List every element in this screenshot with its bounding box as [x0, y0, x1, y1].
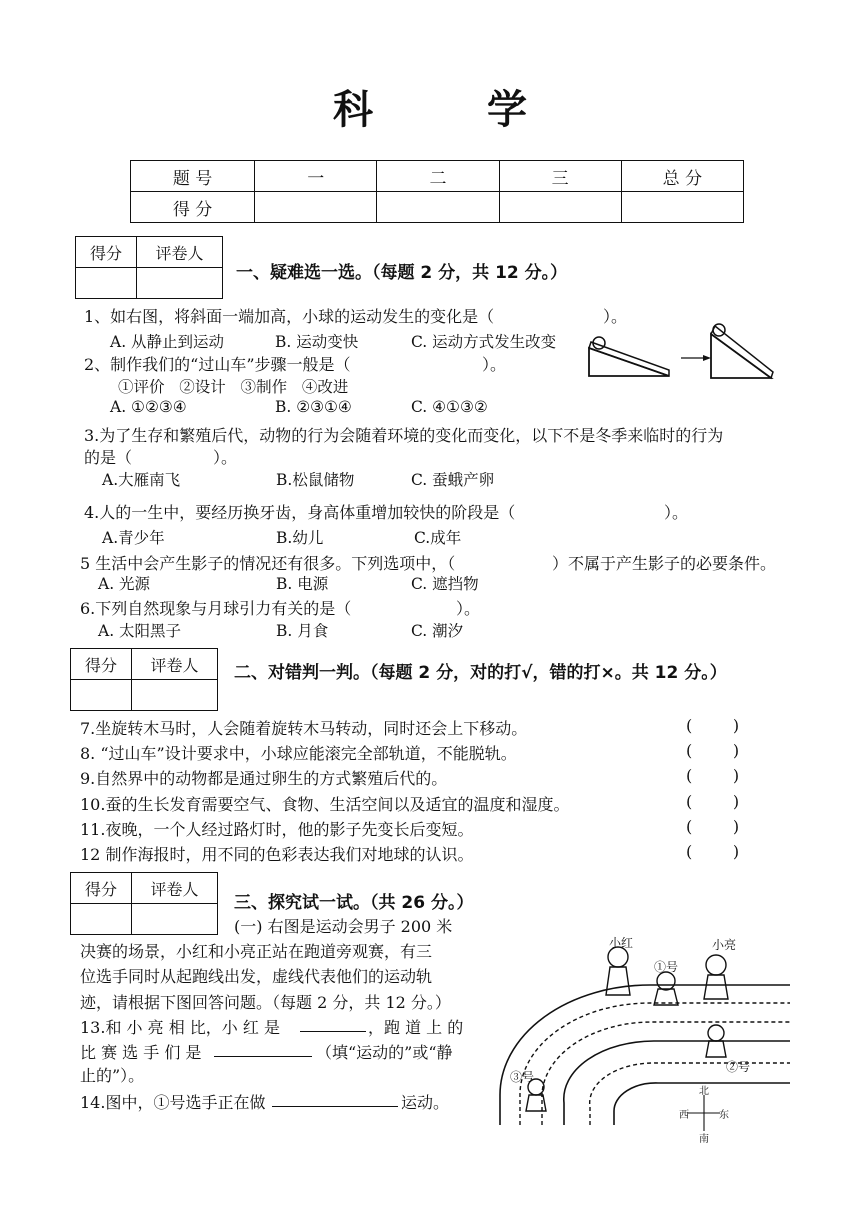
s3-intro-line1: (一) 右图是运动会男子 200 米 — [234, 917, 453, 936]
q13-part1: 13.和 小 亮 相 比，小 红 是 — [80, 1018, 280, 1037]
q2-steps: ①评价 ②设计 ③制作 ④改进 — [118, 378, 349, 396]
score-entry-cell[interactable] — [621, 192, 743, 223]
compass-icon — [688, 1095, 720, 1131]
answer-paren[interactable]: ( ) — [686, 817, 740, 836]
incline-figure — [585, 318, 780, 384]
q5-stem: 5 生活中会产生影子的情况还有很多。下列选项中，（ — [80, 554, 456, 573]
q14-blank[interactable] — [272, 1090, 398, 1107]
q13-part2: ，跑 道 上 的 — [368, 1018, 464, 1037]
grader-score-cell[interactable] — [76, 268, 137, 299]
tf-item-12: 12 制作海报时，用不同的色彩表达我们对地球的认识。 — [80, 845, 474, 864]
score-entry-cell[interactable] — [255, 192, 377, 223]
q2-close: ）。 — [482, 355, 507, 374]
grader-reviewer-cell[interactable] — [132, 680, 218, 711]
q3-close: ）。 — [213, 448, 238, 467]
q13-part4: （填“运动的”或“静 — [316, 1043, 453, 1062]
q3-option-a: A.大雁南飞 — [102, 471, 181, 489]
q5-option-a: A. 光源 — [98, 575, 151, 593]
label-xiaoliang: 小亮 — [712, 938, 737, 952]
q13-part3: 比 赛 选 手 们 是 — [80, 1043, 202, 1062]
q6-option-c: C. 潮汐 — [411, 622, 464, 640]
compass-west: 西 — [679, 1110, 689, 1121]
q13-blank-2[interactable] — [214, 1040, 312, 1057]
section3-heading: 三、探究试一试。（共 26 分。） — [234, 893, 474, 913]
score-table-header-row — [131, 161, 744, 192]
s3-intro-line3: 位选手同时从起跑线出发，虚线代表他们的运动轨 — [80, 967, 433, 986]
grader-score-cell[interactable] — [71, 904, 132, 935]
q5-option-c: C. 遮挡物 — [411, 575, 479, 593]
q2-option-a: A. ①②③④ — [110, 398, 187, 416]
grader-score-label: 得分 — [76, 237, 137, 268]
q5-option-b: B. 电源 — [276, 575, 329, 593]
score-table-cell: 二 — [377, 161, 499, 192]
grader-score-label: 得分 — [71, 873, 132, 904]
runner-2-figure — [706, 1025, 726, 1057]
running-track-figure — [490, 925, 790, 1135]
score-entry-cell[interactable] — [499, 192, 621, 223]
grader-box — [70, 648, 218, 711]
q3-option-b: B.松鼠储物 — [276, 471, 355, 489]
score-table-cell: 三 — [499, 161, 621, 192]
score-table-cell: 题 号 — [131, 161, 255, 192]
score-table-score-row — [131, 192, 744, 223]
xiaoliang-figure — [704, 955, 728, 999]
score-table-cell: 总 分 — [621, 161, 743, 192]
q1-option-c: C. 运动方式发生改变 — [411, 333, 557, 351]
grader-score-cell[interactable] — [71, 680, 132, 711]
runner-1-figure — [654, 972, 678, 1005]
q13-part5: 止的”）。 — [80, 1066, 145, 1085]
label-runner-1: ①号 — [654, 960, 679, 974]
label-runner-2: ②号 — [726, 1060, 751, 1074]
grader-score-label: 得分 — [71, 649, 132, 680]
grader-box — [75, 236, 223, 299]
grader-reviewer-label: 评卷人 — [132, 649, 218, 680]
q2-stem: 2、制作我们的“过山车”步骤一般是（ — [84, 355, 351, 374]
q2-option-b: B. ②③①④ — [275, 398, 352, 416]
grader-reviewer-cell[interactable] — [132, 904, 218, 935]
grader-reviewer-cell[interactable] — [137, 268, 223, 299]
tf-item-10: 10.蚕的生长发育需要空气、食物、生活空间以及适宜的温度和湿度。 — [80, 795, 570, 814]
answer-paren[interactable]: ( ) — [686, 792, 740, 811]
q14-part1: 14.图中，①号选手正在做 — [80, 1093, 266, 1112]
q1-stem: 1、如右图，将斜面一端加高，小球的运动发生的变化是（ — [84, 307, 495, 326]
tf-item-11: 11.夜晚，一个人经过路灯时，他的影子先变长后变短。 — [80, 820, 474, 839]
s3-intro-line2: 决赛的场景，小红和小亮正站在跑道旁观赛，有三 — [80, 942, 433, 961]
tf-item-7: 7.坐旋转木马时，人会随着旋转木马转动，同时还会上下移动。 — [80, 719, 528, 738]
q4-option-a: A.青少年 — [102, 529, 165, 547]
q6-close: ）。 — [456, 599, 481, 618]
answer-paren[interactable]: ( ) — [686, 766, 740, 785]
tf-item-8: 8. “过山车”设计要求中，小球应能滚完全部轨道，不能脱轨。 — [80, 744, 517, 763]
q6-stem: 6.下列自然现象与月球引力有关的是（ — [80, 599, 352, 618]
s3-intro-line4: 迹，请根据下图回答问题。（每题 2 分，共 12 分。） — [80, 993, 451, 1012]
q3-option-c: C. 蚕蛾产卵 — [411, 471, 495, 489]
score-table-cell: 得 分 — [131, 192, 255, 223]
q4-option-c: C.成年 — [414, 529, 462, 547]
score-entry-cell[interactable] — [377, 192, 499, 223]
compass-south: 南 — [699, 1134, 709, 1145]
answer-paren[interactable]: ( ) — [686, 741, 740, 760]
compass-east: 东 — [719, 1110, 729, 1121]
q1-option-b: B. 运动变快 — [275, 333, 359, 351]
q1-option-a: A. 从静止到运动 — [110, 333, 225, 351]
score-table-cell: 一 — [255, 161, 377, 192]
page-title: 科 学 — [333, 86, 577, 133]
q6-option-a: A. 太阳黑子 — [98, 622, 182, 640]
q3-stem-line1: 3.为了生存和繁殖后代，动物的行为会随着环境的变化而变化，以下不是冬季来临时的行为 — [84, 426, 724, 445]
compass-north: 北 — [699, 1086, 709, 1097]
label-xiaohong: 小红 — [609, 936, 634, 950]
answer-paren[interactable]: ( ) — [686, 716, 740, 735]
q6-option-b: B. 月食 — [276, 622, 329, 640]
q5-close: ）不属于产生影子的必要条件。 — [552, 554, 777, 573]
grader-reviewer-label: 评卷人 — [137, 237, 223, 268]
section1-heading: 一、疑难选一选。（每题 2 分，共 12 分。） — [236, 263, 568, 283]
tf-item-9: 9.自然界中的动物都是通过卵生的方式繁殖后代的。 — [80, 769, 448, 788]
q14-part2: 运动。 — [401, 1093, 450, 1112]
q2-option-c: C. ④①③② — [411, 398, 488, 416]
q1-close: ）。 — [603, 307, 628, 326]
grader-reviewer-label: 评卷人 — [132, 873, 218, 904]
label-runner-3: ③号 — [510, 1070, 535, 1084]
grader-box — [70, 872, 218, 935]
section2-heading: 二、对错判一判。（每题 2 分，对的打√，错的打×。共 12 分。） — [234, 663, 727, 683]
q4-close: ）。 — [664, 503, 689, 522]
q4-option-b: B.幼儿 — [276, 529, 324, 547]
q3-stem-line2: 的是（ — [84, 448, 133, 467]
q4-stem: 4.人的一生中，要经历换牙齿，身高体重增加较快的阶段是（ — [84, 503, 516, 522]
q13-blank-1[interactable] — [300, 1015, 366, 1032]
answer-paren[interactable]: ( ) — [686, 842, 740, 861]
score-table — [130, 160, 744, 223]
